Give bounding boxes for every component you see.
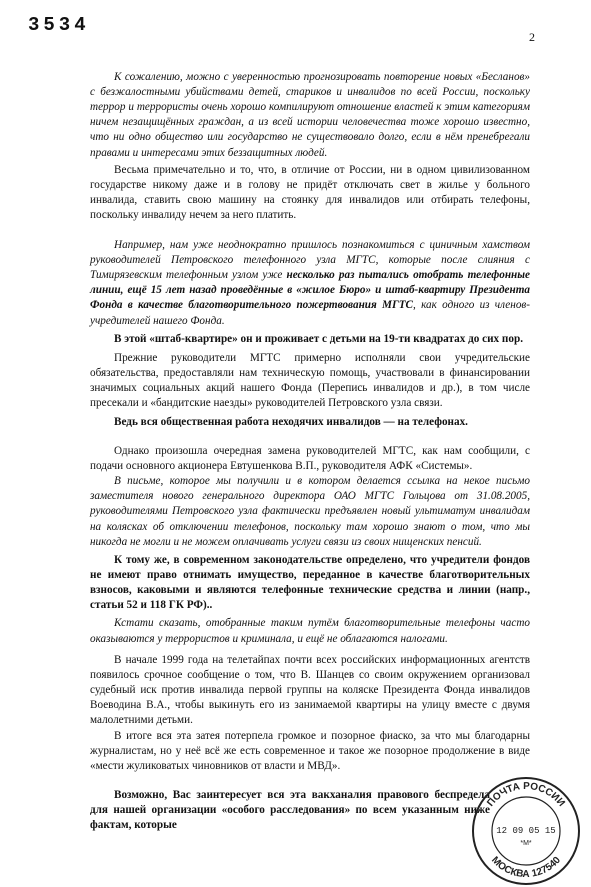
paragraph-civilized-states [90, 163, 530, 223]
paragraph-letter: В письме, которое мы получили и в котором делается ссылка на некое письмо заместителя нового генерального директора ОАО МГТС Гольцова от 31.08.2005, руководителями Петровского узла фактически предъявлен новый ультиматум инвалидам на колясках об отключении телефонов, поскольку там хорошо знают о том, что мы никогда не могли и не можем оплачивать услуги связи из своих нищенских пенсий. [90, 475, 530, 548]
paragraph-phones: Ведь вся общественная работа неходячих инвалидов — на телефонах. [114, 416, 468, 429]
stamp-top-text: ПОЧТА РОССИИ [485, 780, 567, 809]
paragraph-by-the-way: Кстати сказать, отобранные таким путём благотворительные телефоны часто оказываются у террористов и криминала, и ещё не облагаются налогами. [90, 617, 530, 645]
paragraph-text: Однако произошла очередная замена руководителей МГТС, как нам сообщили, с подачи основного акционера Евтушенкова В.П., руководителя АФК «Системы». [90, 445, 530, 473]
postmark-stamp [470, 775, 582, 887]
paragraph-text [90, 238, 530, 329]
stamp-date: 12 09 05 15 [496, 826, 556, 836]
paragraph-legislation [90, 553, 530, 647]
paragraph-mgts-example [90, 238, 530, 347]
bold-text-run: несколько раз пытались отобрать телефонные линии, ещё 15 лет назад проведённые в «жилое Бюро» и штаб-квартиру Президента Фонда в качестве благотворительного пожертвования МГТС [90, 269, 530, 312]
paragraph-text: К сожалению, можно с уверенностью прогнозировать повторение новых «Бесланов» с безжалостными убийствами детей, стариков и инвалидов по всей России, поскольку террор и террористы очень хорошо компилируют отношение властей к этим категориям ничем незащищённых граждан, а из всей истории человечества тоже хорошо известно, что ни одно общество или государство не существовало долго, если в нём пренебрегали правами и интересами этих беззащитных людей. [90, 71, 530, 159]
stamp-bottom-text: МОСКВА 127540 [489, 854, 563, 881]
paragraph-replacement [90, 444, 530, 550]
paragraph-text: Прежние руководители МГТС примерно исполняли свои учредительские обязательства, предоставляли нам техническую помощь, участвовали в финансировании значимых социальных акций нашего Фонда (Перепись инвалидов и др.), в том числе пресекали и «бандитские наезды» руководителей Петровского узла связи. [90, 352, 530, 410]
text-run: Например, нам уже неоднократно пришлось познакомиться с циничным хамством руководителей Петровского телефонного узла МГТС, которые после слияния с Тимирязевским телефонным узлом уже [90, 239, 530, 282]
paragraph-former-leaders [90, 351, 530, 431]
paragraph-text: В начале 1999 года на телетайпах почти всех российских информационных агентств появилось срочное сообщение о том, что В. Шанцев со своим окружением организовал судебный иск против инвалида первой группы на коляске Президента Фонда инвалидов Воеводина В.А., чтобы выкинуть его из занимаемой квартиры на улицу вместе с двумя малолетними детьми. [90, 654, 530, 727]
paragraph-text: Весьма примечательно и то, что, в отличие от России, ни в одном цивилизованном государстве никому даже и в голову не придёт отключать свет в жилье у больного инвалида, ставить свою машину на стоянку для инвалидов или отбирать телефоны, поскольку инвалиду нечем за него платить. [90, 164, 530, 222]
paragraph-outcome: В итоге вся эта затея потерпела громкое и позорное фиаско, за что мы благодарны журналистам, но у неё всё же есть современное и такое же позорное продолжение в виде «мести жуликоватых чиновников от власти и МВД». [90, 729, 530, 772]
text-run: , как одного из членов-учредителей нашего Фонда. [90, 299, 530, 327]
paragraph-investigation [90, 788, 490, 833]
page-number: 2 [529, 30, 535, 44]
paragraph-text: К тому же, в современном законодательстве определено, что учредители фондов не имеют право отнимать имущество, переданное в качестве благотворительных взносов, каковыми и являются телефонные технические средства и линии (напр., статьи 52 и 118 ГК РФ).. [90, 554, 530, 612]
paragraph-text: Возможно, Вас заинтересует вся эта вакханалия правового беспредела для нашей организации «особого расследования» по всем указанным ниже фактам, которые [90, 789, 490, 832]
document-number: 3534 [28, 14, 90, 36]
stamp-mark: *М* [520, 840, 532, 847]
paragraph-beslan [90, 70, 530, 161]
paragraph-1999 [90, 653, 530, 774]
paragraph-headquarters: В этой «штаб-квартире» он и проживает с детьми на 19-ти квадратах до сих пор. [114, 332, 523, 345]
